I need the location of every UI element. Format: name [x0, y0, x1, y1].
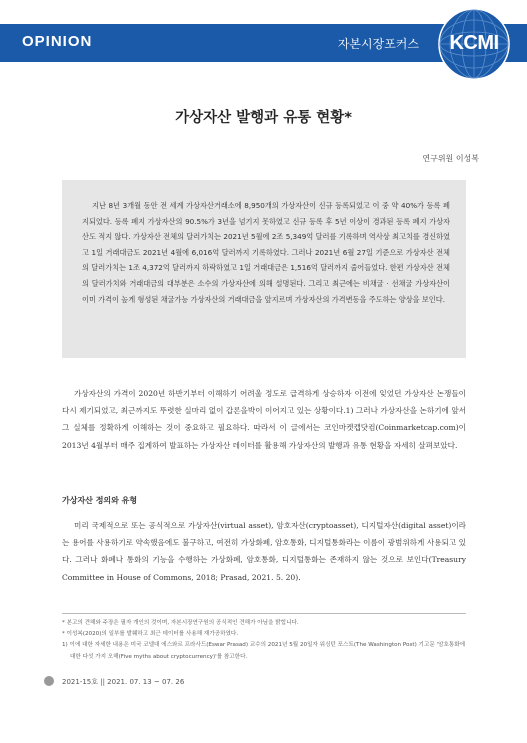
- footnote-item: * 이성복(2020)의 일부를 발췌하고 최근 데이터를 사용해 재가공하였다.: [62, 631, 239, 638]
- footnote-item: * 본고의 견해와 주장은 필자 개인의 것이며, 자본시장연구원의 공식적인 견해가 아님을 밝힙니다.: [62, 620, 299, 626]
- kcmi-logo: [438, 8, 510, 80]
- page-marker-icon: [44, 676, 54, 686]
- article-title: 가상자산 발행과 유통 현황*: [175, 110, 352, 126]
- footnotes: [62, 618, 466, 663]
- issue-info: 2021-15호 || 2021. 07. 13 ~ 07. 26: [62, 678, 185, 686]
- section-label: 자본시장포커스: [337, 37, 419, 51]
- summary-text: 지난 8년 3개월 동안 전 세계 가상자산거래소에 8,950개의 가상자산이 신규 등록되었고 이 중 약 40%가 등록 폐지되었다. 등록 폐지 가상자산의 90.5%가 3년을 넘기지 못하였고 신규 등록 후 5년 이상이 경과된 등록 폐지 가상자산도 적지 않다. 가상자산 전체의 달러가치는 2021년 5월에 2조 5,349억 달러를 기록하며 역사상 최고치를 경신하였고 1일 거래대금도 2021년 4월에 6,016억 달러까지 기록하였다. 그러나 2021년 6월 27일 기준으로 가상자산 전체의 달러가치는 1조 4,372억 달러까지 하락하였고 1일 거래대금은 1,516억 달러까지 줄어들었다. 한편 가상자산 전체의 달러가치와 거래대금의 대부분은 소수의 가상자산에 의해 설명된다. 그리고 최근에는 비채굴 · 선채굴 가상자산이 이미 가격이 높게 형성된 채굴가능 가상자산의 거래대금을 앞지르며 가상자산의 가격변동을 주도하는 양상을 보인다.: [82, 201, 450, 304]
- body-paragraph-1: 가상자산의 가격이 2020년 하반기부터 이해하기 어려울 정도로 급격하게 상승하자 이전에 잊었던 가상자산 논쟁들이 다시 제기되었고, 최근까지도 뚜렷한 실마리 없이 갑론을박이 이어지고 있는 상황이다.1) 그러나 가상자산을 논하기에 앞서 그 실체를 정확하게 이해하는 것이 중요하고 필요하다. 따라서 이 글에서는 코인마켓캡닷컴(Coinmarketcap.com)이 2013년 4월부터 매주 집계하여 발표하는 가상자산 데이터를 활용해 가상자산의 발행과 유통 현황을 자세히 살펴보았다.: [62, 389, 466, 450]
- footnote-divider: [62, 613, 466, 614]
- author-byline: 연구위원 이성복: [422, 154, 479, 163]
- body-paragraph-2: 미리 국제적으로 또는 공식적으로 가상자산(virtual asset), 암호자산(cryptoasset), 디지털자산(digital asset)이라는 용어를 사용하기로 약속했음에도 불구하고, 여전히 가상화폐, 암호통화, 디지털통화라는 이름이 광범위하게 사용되고 있다. 그러나 화폐나 통화의 기능을 수행하는 가상화폐, 암호통화, 디지털통화는 존재하지 않는 것으로 보인다(Treasury Committee in House of Commons, 2018; Prasad, 2021. 5. 20).: [62, 521, 466, 582]
- logo-text: KCMI: [449, 32, 499, 54]
- footnote-item: 1) 이에 대한 자세한 내용은 미국 코넬대 에스와르 프라사드(Eswar Prasad) 교수의 2021년 5월 20일자 워싱턴 포스트(The Washington Post) 기고문 '암호통화에 대한 다섯 가지 오해(Five myths about cryptocurrency)'를 참고한다.: [62, 642, 466, 660]
- section-heading: 가상자산 정의와 유형: [62, 496, 138, 505]
- summary-box: [62, 180, 466, 358]
- opinion-label: OPINION: [22, 33, 93, 50]
